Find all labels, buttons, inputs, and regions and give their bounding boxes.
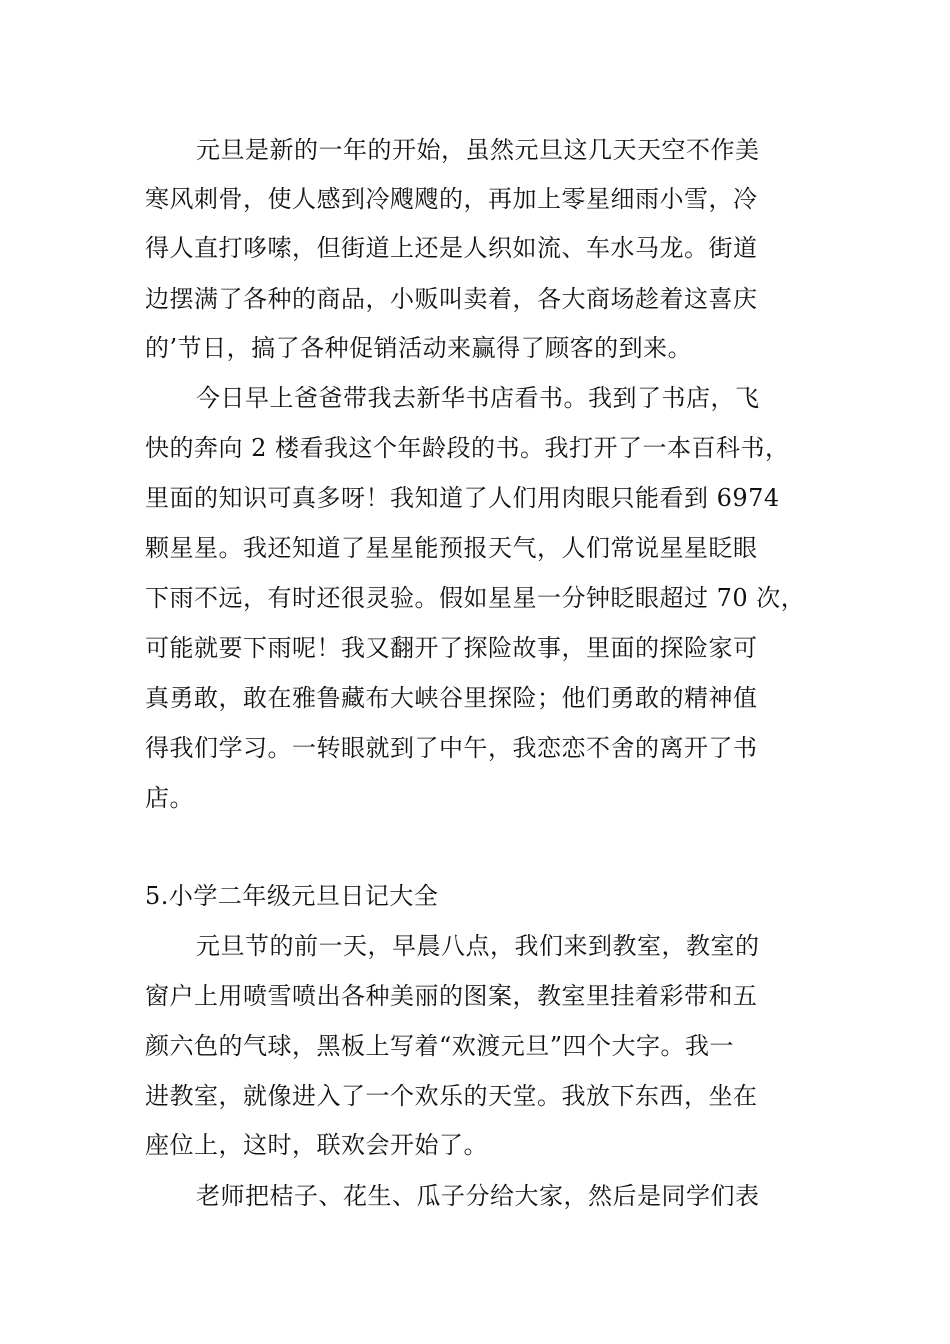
paragraph-2-line-7: 真勇敢，敢在雅鲁藏布大峡谷里探险；他们勇敢的精神值 xyxy=(145,684,758,712)
paragraph-1-line-1: 元旦是新的一年的开始，虽然元旦这几天天空不作美 xyxy=(196,136,760,164)
paragraph-1-line-5: 的’节日，搞了各种促销活动来赢得了顾客的到来。 xyxy=(145,334,693,362)
paragraph-1-line-4: 边摆满了各种的商品，小贩叫卖着，各大商场趁着这喜庆 xyxy=(145,285,758,313)
paragraph-3-line-3: 颜六色的气球，黑板上写着“欢渡元旦”四个大字。我一 xyxy=(145,1032,735,1060)
paragraph-2-line-3: 里面的知识可真多呀！我知道了人们用肉眼只能看到 6974 xyxy=(145,484,780,512)
paragraph-4-line-1: 老师把桔子、花生、瓜子分给大家，然后是同学们表 xyxy=(196,1182,760,1210)
paragraph-3-line-2: 窗户上用喷雪喷出各种美丽的图案，教室里挂着彩带和五 xyxy=(145,982,758,1010)
paragraph-1-line-2: 寒风刺骨，使人感到冷飕飕的，再加上零星细雨小雪，冷 xyxy=(145,185,758,213)
paragraph-1-line-3: 得人直打哆嗦，但街道上还是人织如流、车水马龙。街道 xyxy=(145,234,758,262)
paragraph-2-line-6: 可能就要下雨呢！我又翻开了探险故事，里面的探险家可 xyxy=(145,634,758,662)
section-heading: 5.小学二年级元旦日记大全 xyxy=(145,882,439,910)
paragraph-2-line-2: 快的奔向 2 楼看我这个年龄段的书。我打开了一本百科书， xyxy=(145,434,790,462)
paragraph-2-line-4: 颗星星。我还知道了星星能预报天气，人们常说星星眨眼 xyxy=(145,534,758,562)
paragraph-3-line-5: 座位上，这时，联欢会开始了。 xyxy=(145,1131,488,1159)
paragraph-2-line-9: 店。 xyxy=(145,784,194,812)
paragraph-3-line-4: 进教室，就像进入了一个欢乐的天堂。我放下东西，坐在 xyxy=(145,1082,758,1110)
paragraph-3-line-1: 元旦节的前一天，早晨八点，我们来到教室，教室的 xyxy=(196,932,760,960)
paragraph-2-line-8: 得我们学习。一转眼就到了中午，我恋恋不舍的离开了书 xyxy=(145,734,758,762)
paragraph-2-line-1: 今日早上爸爸带我去新华书店看书。我到了书店，飞 xyxy=(196,384,760,412)
paragraph-2-line-5: 下雨不远，有时还很灵验。假如星星一分钟眨眼超过 70 次， xyxy=(145,584,806,612)
